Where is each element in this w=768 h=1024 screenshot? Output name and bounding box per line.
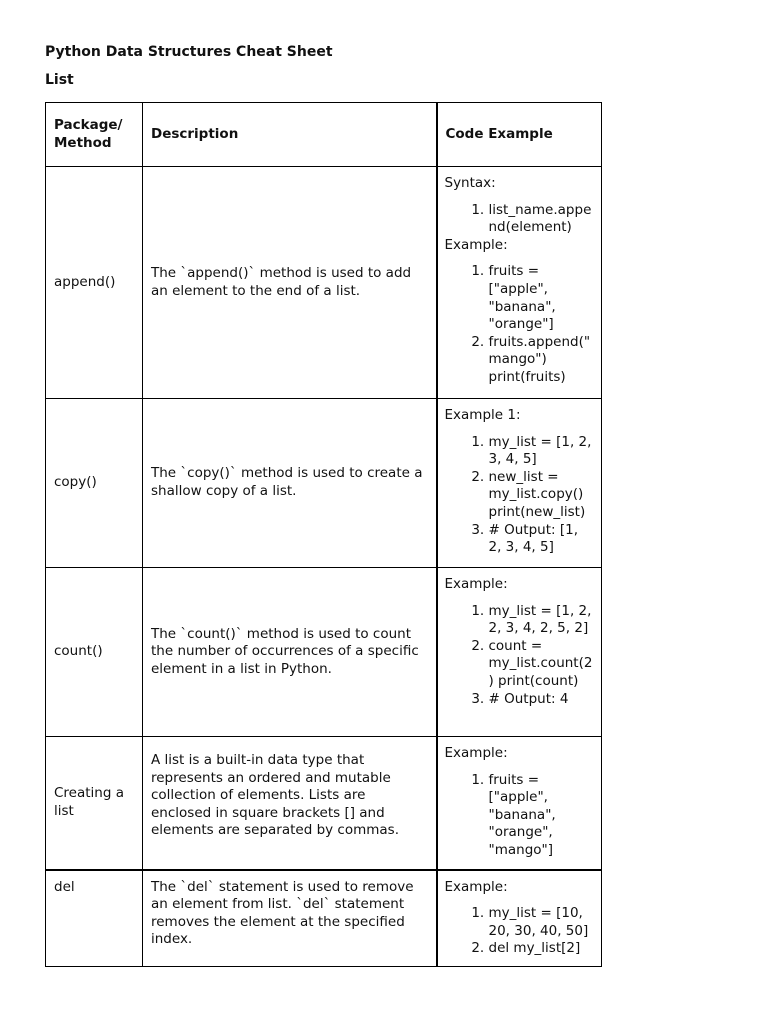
code-example-cell (437, 870, 602, 967)
method-cell: append() (46, 167, 143, 399)
code-item: 1. my_list = [1, 2, 3, 4, 5] (489, 434, 595, 469)
code-example-cell (437, 399, 602, 568)
code-example-cell (437, 167, 602, 399)
table-header-row (46, 103, 602, 167)
code-list (445, 772, 595, 860)
method-cell: del (46, 870, 143, 967)
table-row (46, 870, 602, 967)
code-list (445, 434, 595, 557)
table-row (46, 167, 602, 399)
code-item: 2. del my_list[2] (489, 940, 595, 958)
code-item: 2. fruits.append("mango") print(fruits) (489, 334, 595, 387)
header-description: Description (143, 103, 437, 167)
code-list (445, 202, 595, 237)
code-label: Example: (444, 236, 508, 253)
code-item: 1. my_list = [10, 20, 30, 40, 50] (489, 905, 595, 940)
code-label: Example 1: (444, 407, 521, 423)
code-example-cell (437, 568, 602, 737)
code-label: Example: (444, 745, 508, 761)
code-label: Syntax: (444, 175, 496, 191)
code-item: 1. fruits = ["apple", "banana", "orange", "mango"] (489, 772, 595, 860)
section-title: List (45, 72, 74, 88)
description-cell: The `append()` method is used to add an element to the end of a list. (143, 167, 437, 399)
description-cell: A list is a built-in data type that represents an ordered and mutable collection of elements. Lists are enclosed in square brackets [] and elements are separated by commas. (143, 737, 437, 870)
description-cell: The `copy()` method is used to create a shallow copy of a list. (143, 399, 437, 568)
header-package-method: Package/ Method (46, 103, 143, 167)
table-row (46, 568, 602, 737)
method-cell: count() (46, 568, 143, 737)
code-item: 2. new_list = my_list.copy() print(new_list) (489, 469, 595, 522)
table-row (46, 399, 602, 568)
code-list (445, 263, 595, 386)
code-list (445, 905, 595, 958)
code-label: Example: (444, 576, 508, 592)
table-row (46, 737, 602, 870)
description-cell: The `del` statement is used to remove an element from list. `del` statement removes the element at the specified index. (143, 870, 437, 967)
method-cell: copy() (46, 399, 143, 568)
code-example-cell (437, 737, 602, 870)
code-item: 3. # Output: [1, 2, 3, 4, 5] (489, 522, 595, 557)
code-item: 1. fruits = ["apple", "banana", "orange"] (489, 263, 595, 333)
method-cell: Creating a list (46, 737, 143, 870)
code-item: 1. list_name.append(element) (489, 202, 595, 237)
code-item: 3. # Output: 4 (489, 691, 595, 709)
header-code-example: Code Example (437, 103, 602, 167)
document-title: Python Data Structures Cheat Sheet (45, 44, 333, 60)
description-cell: The `count()` method is used to count the number of occurrences of a specific element in a list in Python. (143, 568, 437, 737)
code-label: Example: (444, 878, 508, 895)
cheat-sheet-table (45, 102, 602, 967)
code-item: 1. my_list = [1, 2, 2, 3, 4, 2, 5, 2] (489, 603, 595, 638)
code-list (445, 603, 595, 709)
code-item: 2. count = my_list.count(2) print(count) (489, 638, 595, 691)
